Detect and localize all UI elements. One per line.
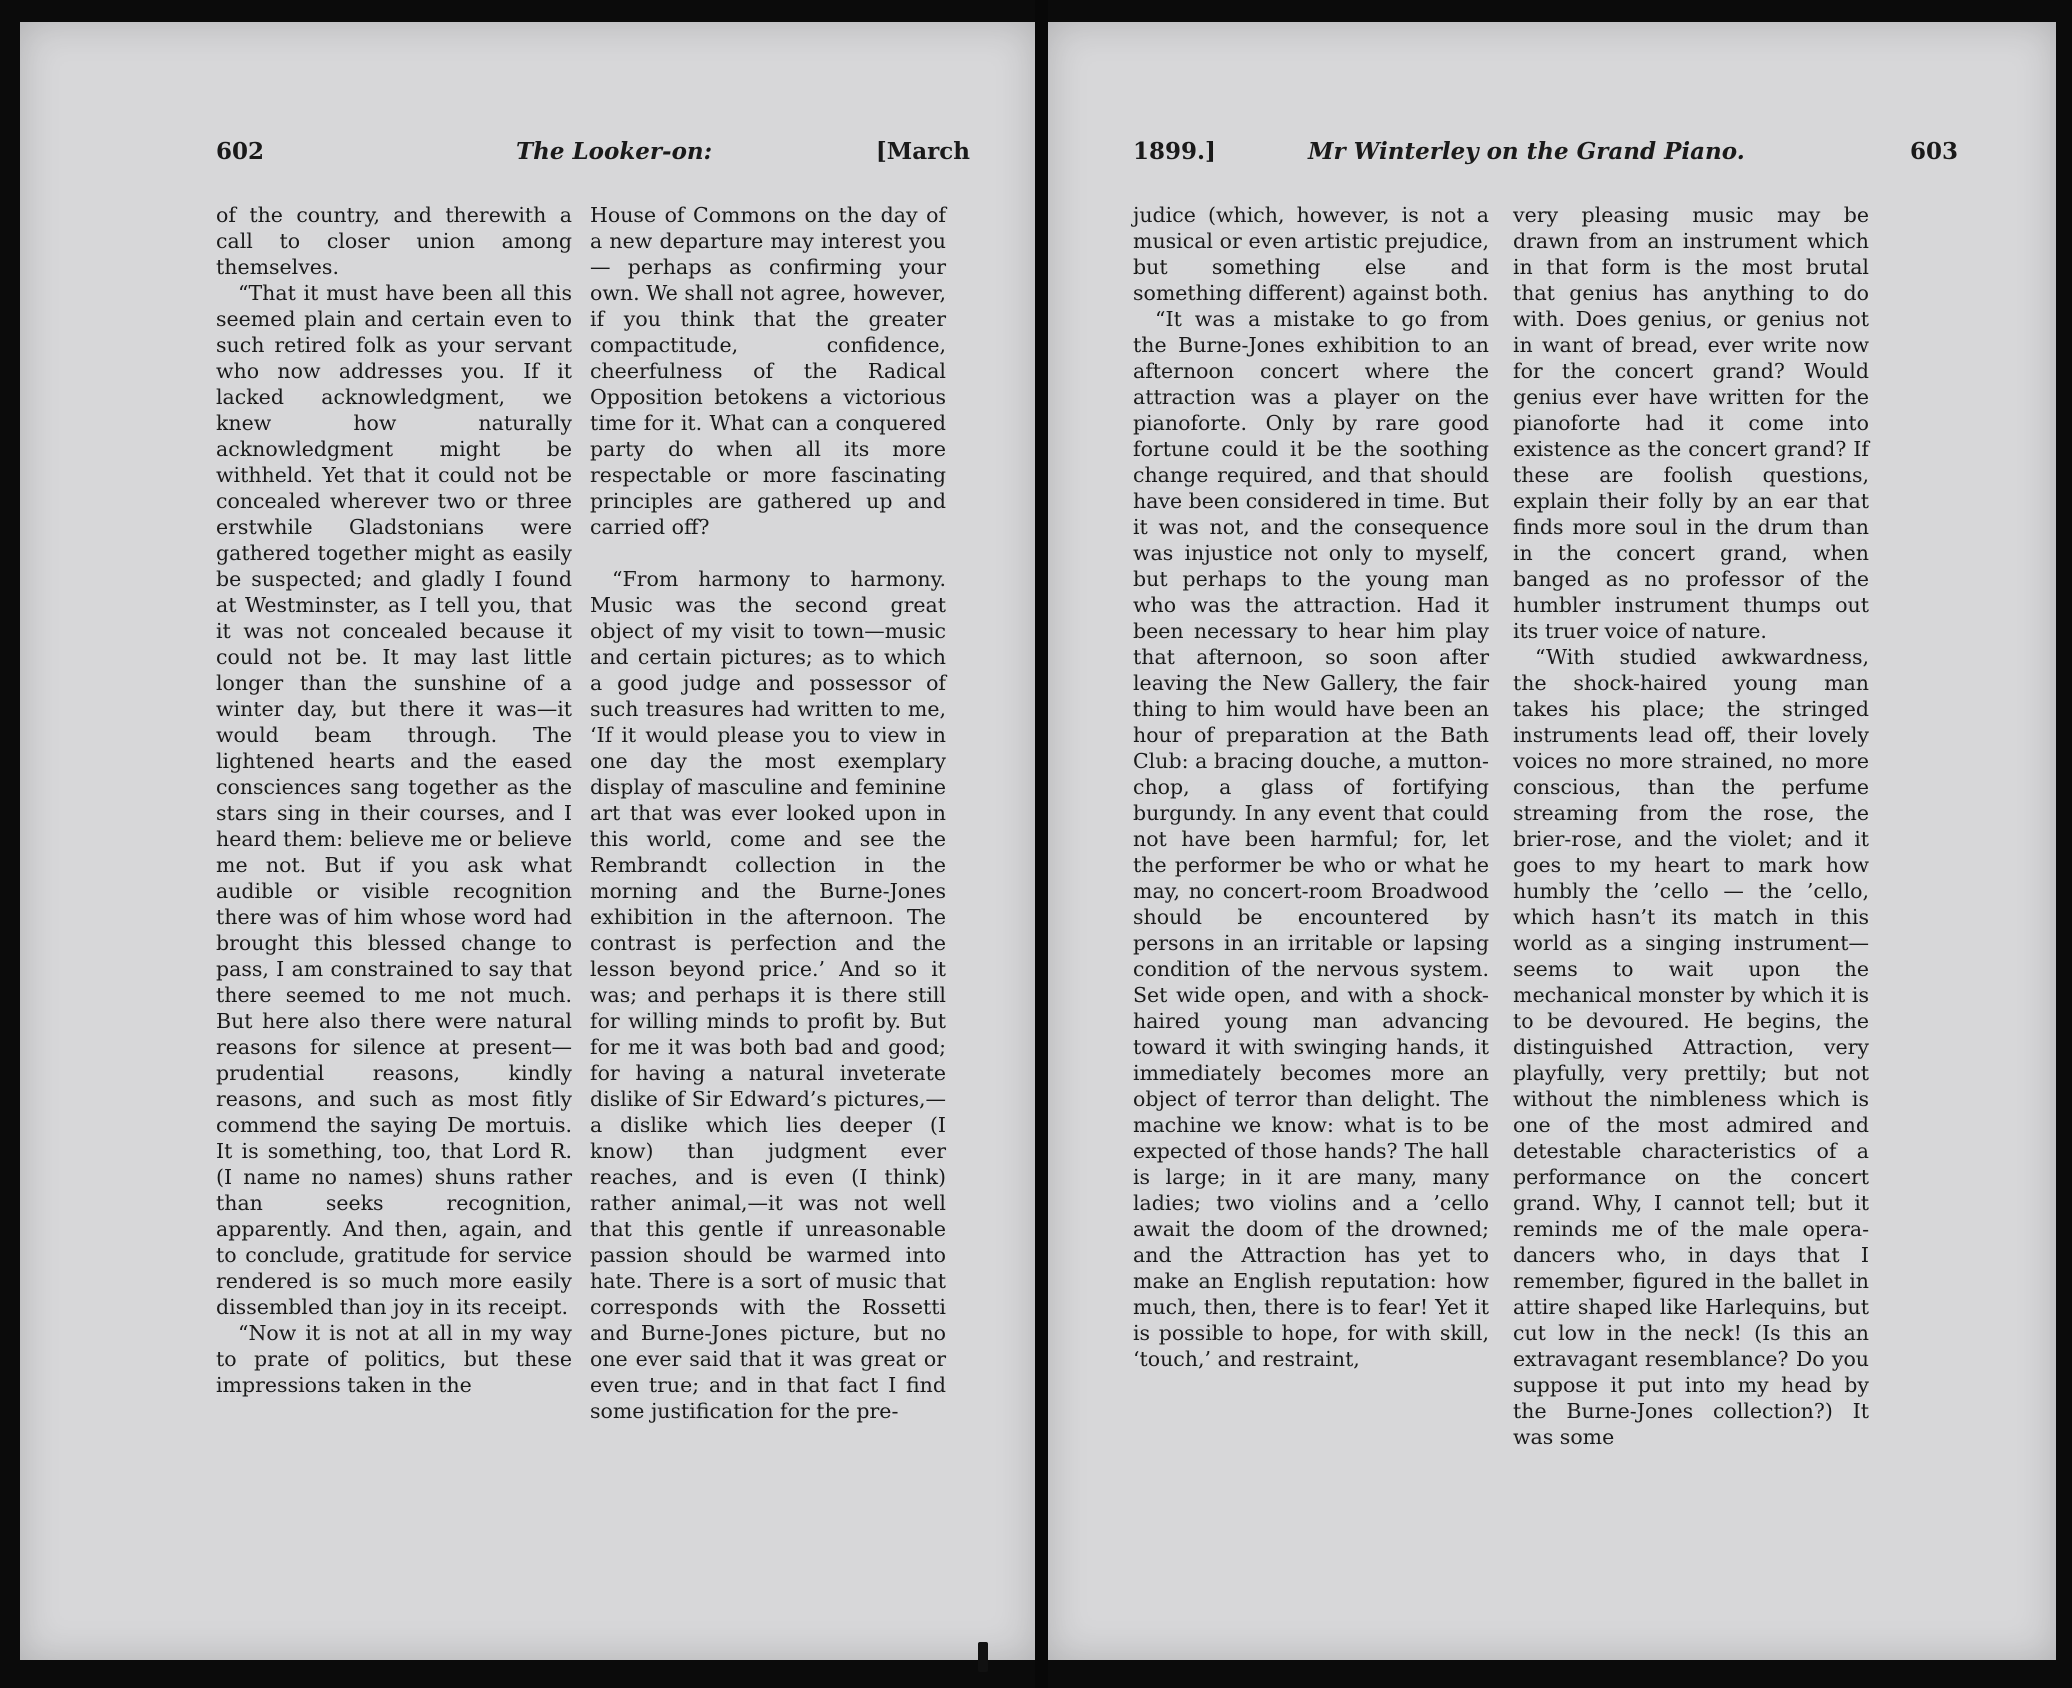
left-page-column-2 [590,202,946,1424]
right-running-header [1133,132,1958,172]
left-page [20,22,1035,1660]
left-page-number: 602 [216,138,265,165]
scan-smudge [978,1642,988,1672]
paragraph: “That it must have been all this seemed plain and certain even to such retired folk as your servant who now addresses you. If it lacked acknowledgment, we knew how naturally acknowledgment might be withheld. Yet that it could not be concealed wherever two or three erstwhile Gladstonians were gathered together might as easily be suspected; and gladly I found at Westminster, as I tell you, that it was not concealed because it could not be. It may last little longer than the sunshine of a winter day, but there it was—it would beam through. The lightened hearts and the eased consciences sang together as the stars sing in their courses, and I heard them: believe me or believe me not. But if you ask what audible or visible recognition there was of him whose word had brought this blessed change to pass, I am constrained to say that there seemed to me not much. But here also there were natural reasons for silence at present—prudential reasons, kindly reasons, and such as most fitly commend the saying De mortuis. It is something, too, that Lord R. (I name no names) shuns rather than seeks recognition, apparently. And then, again, and to conclude, gratitude for service rendered is so much more easily dissembled than joy in its receipt. [216,281,572,1319]
left-header-month: [March [875,138,970,165]
paragraph: “It was a mistake to go from the Burne-Jones exhibition to an afternoon concert where the attraction was a player on the pianoforte. Only by rare good fortune could it be the soothing change required, and that should have been considered in time. But it was not, and the consequence was injustice not only to myself, but perhaps to the young man who was the attraction. Had it been necessary to hear him play that afternoon, so soon after leaving the New Gallery, the fair thing to him would have been an hour of preparation at the Bath Club: a bracing douche, a mutton-chop, a glass of fortifying burgundy. In any event that could not have been harmful; for, let the performer be who or what he may, no concert-room Broadwood should be encountered by persons in an irritable or lapsing condition of the nervous system. Set wide open, and with a shock-haired young man advancing toward it with swinging hands, it immediately becomes more an object of terror than delight. The machine we know: what is to be expected of those hands? The hall is large; in it are many, many ladies; two violins and a ’cello await the doom of the drowned; and the Attraction has yet to make an English reputation: how much, then, there is to fear! Yet it is possible to hope, for with skill, ‘touch,’ and restraint, [1133,307,1489,1371]
left-page-column-1 [216,202,572,1398]
right-page-column-1 [1133,202,1489,1372]
right-page-column-2 [1513,202,1869,1450]
right-page [1048,22,2056,1660]
left-running-title: The Looker-on: [516,138,713,165]
left-running-header [216,132,970,172]
paragraph: “From harmony to harmony. Music was the second great object of my visit to town—music and certain pictures; as to which a good judge and possessor of such treasures had written to me, ‘If it would please you to view in one day the most exemplary display of masculine and feminine art that was ever looked upon in this world, come and see the Rembrandt collection in the morning and the Burne-Jones exhibition in the afternoon. The contrast is perfection and the lesson beyond price.’ And so it was; and perhaps it is there still for willing minds to profit by. But for me it was both bad and good; for having a natural inveterate dislike of Sir Edward’s pictures,—a dislike which lies deeper (I know) than judgment ever reaches, and is even (I think) rather animal,—it was not well that this gentle if unreasonable passion should be warmed into hate. There is a sort of music that corresponds with the Rossetti and Burne-Jones picture, but no one ever said that it was great or even true; and in that fact I find some justification for the pre- [590,567,946,1423]
right-running-title: Mr Winterley on the Grand Piano. [1308,138,1745,165]
paragraph: very pleasing music may be drawn from an instrument which in that form is the most brutal that genius has anything to do with. Does genius, or genius not in want of bread, ever write now for the concert grand? Would genius ever have written for the pianoforte had it come into existence as the concert grand? If these are foolish questions, explain their folly by an ear that finds more soul in the drum than in the concert grand, when banged as no professor of the humbler instrument thumps out its truer voice of nature. [1513,203,1869,643]
paragraph: judice (which, however, is not a musical or even artistic prejudice, but something else and something different) against both. [1133,203,1489,305]
paragraph: of the country, and therewith a call to closer union among themselves. [216,203,572,279]
paragraph: “With studied awkwardness, the shock-haired young man takes his place; the stringed instruments lead off, their lovely voices no more strained, no more conscious, than the perfume streaming from the rose, the brier-rose, and the violet; and it goes to my heart to mark how humbly the ’cello — the ’cello, which hasn’t its match in this world as a singing instrument—seems to wait upon the mechanical monster by which it is to be devoured. He begins, the distinguished Attraction, very playfully, very prettily; but not without the nimbleness which is one of the most admired and detestable characteristics of a performance on the concert grand. Why, I cannot tell; but it reminds me of the male opera-dancers who, in days that I remember, figured in the ballet in attire shaped like Harlequins, but cut low in the neck! (Is this an extravagant resemblance? Do you suppose it put into my head by the Burne-Jones collection?) It was some [1513,645,1869,1449]
right-page-number: 603 [1909,138,1958,165]
paragraph: House of Commons on the day of a new departure may interest you — perhaps as confirming your own. We shall not agree, however, if you think that the greater compactitude, confidence, cheerfulness of the Radical Opposition betokens a victorious time for it. What can a conquered party do when all its more respectable or more fascinating principles are gathered up and carried off? [590,203,946,539]
book-spine [1035,0,1048,1688]
paragraph: “Now it is not at all in my way to prate of politics, but these impressions taken in the [216,1321,572,1397]
right-header-year: 1899.] [1133,138,1216,165]
